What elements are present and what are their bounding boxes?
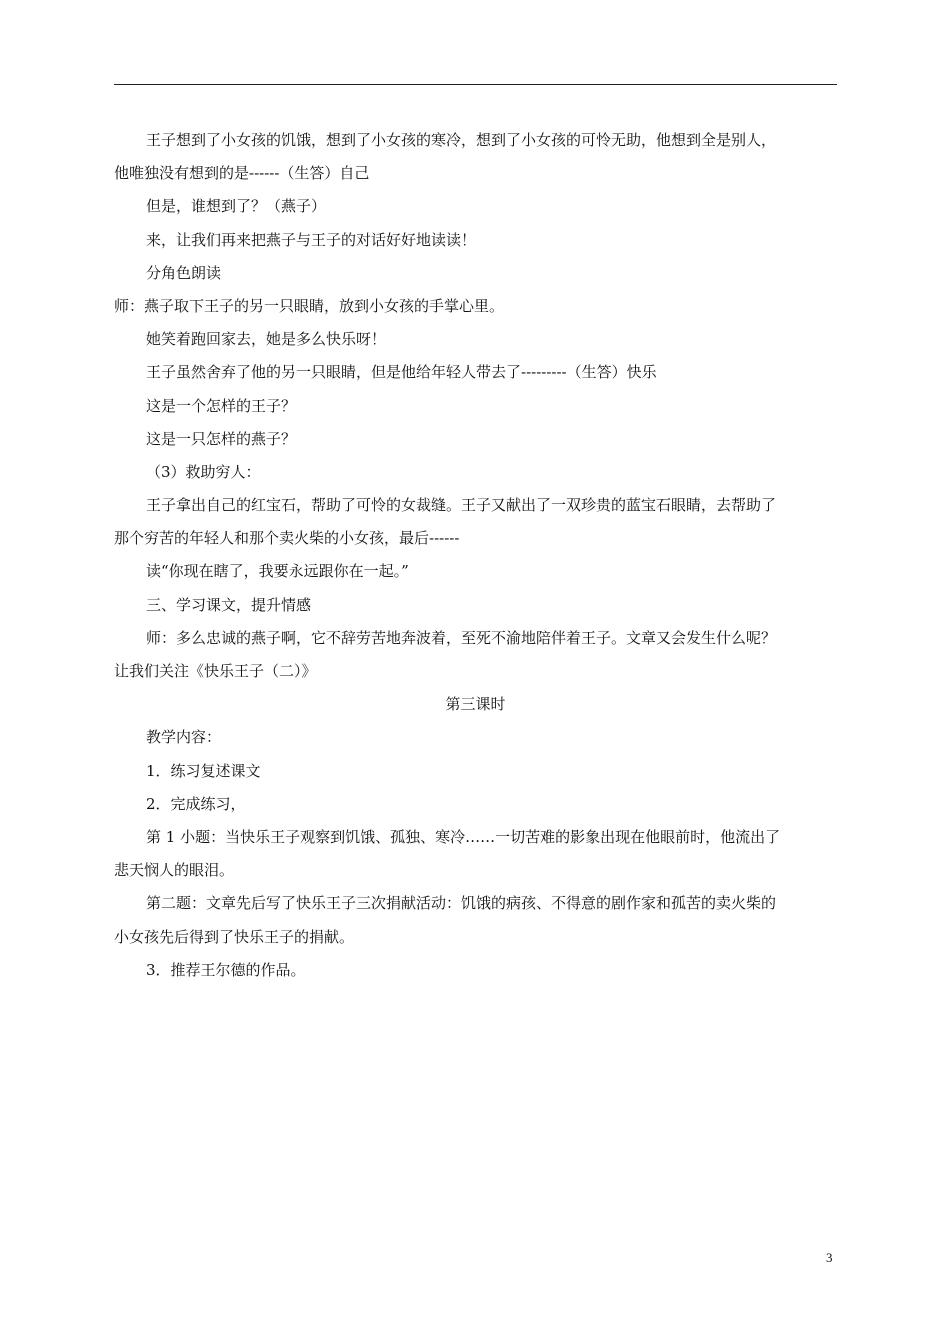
page-number: 3: [826, 1250, 833, 1265]
header-rule: [114, 84, 837, 85]
paragraph-line: 悲天悯人的眼泪。: [114, 861, 235, 880]
paragraph-line: 小女孩先后得到了快乐王子的捐献。: [114, 927, 355, 946]
paragraph-line: 这是一只怎样的燕子？: [146, 429, 297, 448]
paragraph-line: 王子虽然舍弃了他的另一只眼睛，但是他给年轻人带去了---------（生答）快乐: [146, 363, 657, 382]
list-item: 3．推荐王尔德的作品。: [146, 960, 306, 979]
section-heading: 三、学习课文，提升情感: [146, 595, 312, 614]
paragraph-line: 师：燕子取下王子的另一只眼睛，放到小女孩的手掌心里。: [114, 296, 505, 315]
paragraph-line: 她笑着跑回家去，她是多么快乐呀！: [146, 330, 387, 349]
list-item: 2．完成练习，: [146, 794, 246, 813]
paragraph-line: 教学内容：: [146, 728, 222, 747]
paragraph-line: 分角色朗读: [146, 263, 222, 282]
list-item: 1．练习复述课文: [146, 761, 261, 780]
paragraph-line: 他唯独没有想到的是------（生答）自己: [114, 164, 370, 183]
document-body: [114, 124, 837, 987]
paragraph-line: 第 1 小题：当快乐王子观察到饥饿、孤独、寒冷……一切苦难的影象出现在他眼前时，他流出了: [146, 827, 781, 846]
paragraph-line: 让我们关注《快乐王子（二）》: [114, 662, 317, 680]
paragraph-line: 那个穷苦的年轻人和那个卖火柴的小女孩，最后------: [114, 529, 460, 548]
paragraph-line: 这是一个怎样的王子？: [146, 396, 297, 415]
paragraph-line: 第二题：文章先后写了快乐王子三次捐献活动：饥饿的病孩、不得意的剧作家和孤苦的卖火柴的: [146, 894, 777, 913]
paragraph-line: 但是，谁想到了？（燕子）: [146, 197, 327, 216]
paragraph-line: 王子想到了小女孩的饥饿，想到了小女孩的寒冷，想到了小女孩的可怜无助，他想到全是别人，: [146, 131, 777, 149]
paragraph-line: 王子拿出自己的红宝石，帮助了可怜的女裁缝。王子又献出了一双珍贵的蓝宝石眼睛，去帮助了: [146, 496, 777, 515]
paragraph-line: （3）救助穷人：: [146, 462, 261, 481]
paragraph-line: 读“你现在瞎了，我要永远跟你在一起。”: [146, 562, 409, 581]
paragraph-line: 师：多么忠诚的燕子啊，它不辞劳苦地奔波着，至死不渝地陪伴着王子。文章又会发生什么呢？: [146, 628, 777, 647]
lesson-title: 第三课时: [445, 695, 506, 714]
paragraph-line: 来，让我们再来把燕子与王子的对话好好地读读！: [146, 230, 477, 249]
